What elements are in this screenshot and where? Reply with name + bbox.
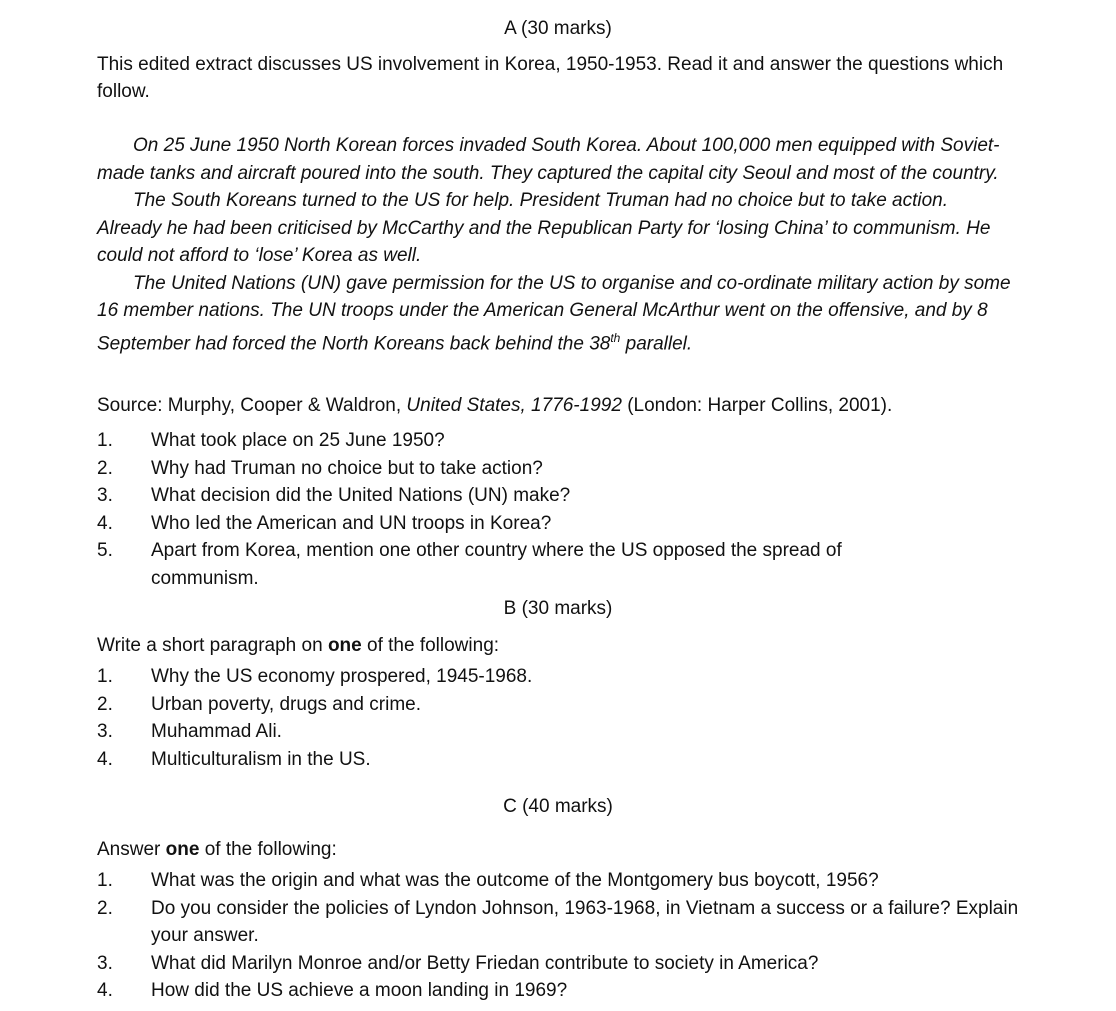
item-text: Who led the American and UN troops in Korea? — [151, 512, 552, 534]
item-text: Why the US economy prospered, 1945-1968. — [151, 666, 533, 687]
source-suffix: (London: Harper Collins, 2001). — [621, 395, 893, 416]
item-number: 2. — [97, 457, 113, 479]
list-item — [97, 691, 1037, 719]
source-citation — [97, 392, 1027, 419]
item-text: Multiculturalism in the US. — [151, 748, 371, 770]
item-number: 3. — [97, 485, 113, 506]
list-item — [97, 455, 1037, 483]
list-item — [97, 977, 1037, 1005]
item-text: Why had Truman no choice but to take action? — [151, 457, 543, 479]
section-c-intro — [97, 836, 1027, 863]
extract-paragraph-text: The United Nations (UN) gave permission for the US to organise and co-ordinate military action by some 16 member nations. The UN troops under the American General McArthur went on the offensive, and by 8 September had forced the North Koreans back behind the 38 — [97, 272, 1011, 354]
list-item — [97, 950, 1037, 978]
list-item — [97, 895, 1037, 950]
item-number: 1. — [97, 870, 113, 891]
item-number: 4. — [97, 512, 113, 534]
extract-paragraph: The South Koreans turned to the US for help. President Truman had no choice but to take action. Already he had been criticised by McCarthy and the Republican Party for ‘losing China’ to communism. He could not afford to ‘lose’ Korea as well. — [97, 190, 991, 266]
item-text: What decision did the United Nations (UN) make? — [151, 485, 571, 506]
intro-text: Answer — [97, 839, 166, 860]
list-item — [97, 537, 1037, 592]
item-text: What took place on 25 June 1950? — [151, 430, 445, 451]
item-number: 1. — [97, 430, 113, 451]
item-number: 2. — [97, 897, 113, 919]
item-text: How did the US achieve a moon landing in 1969? — [151, 980, 568, 1001]
item-text: Muhammad Ali. — [151, 721, 282, 742]
source-title: United States, 1776-1992 — [406, 395, 622, 416]
item-number: 4. — [97, 980, 113, 1001]
item-text: Apart from Korea, mention one other country where the US opposed the spread of communism. — [151, 540, 842, 589]
item-text: What was the origin and what was the outcome of the Montgomery bus boycott, 1956? — [151, 870, 879, 891]
extract-paragraph: On 25 June 1950 North Korean forces invaded South Korea. About 100,000 men equipped with Soviet-made tanks and aircraft poured into the south. They captured the capital city Seoul and most of the country. — [97, 135, 1000, 184]
list-item — [97, 482, 1037, 510]
section-b-intro — [97, 632, 1027, 659]
list-item — [97, 427, 1037, 455]
item-number: 2. — [97, 693, 113, 715]
section-c-heading: C (40 marks) — [503, 796, 613, 817]
intro-emphasis: one — [165, 839, 200, 860]
superscript-th: th — [610, 330, 621, 345]
item-number: 4. — [97, 748, 113, 770]
item-number: 1. — [97, 666, 113, 687]
section-a-questions — [97, 427, 1037, 592]
section-b-options — [97, 663, 1037, 773]
source-prefix: Source: Murphy, Cooper & Waldron, — [97, 395, 407, 416]
list-item — [97, 663, 1037, 691]
intro-text: Write a short paragraph on — [97, 635, 328, 656]
list-item — [97, 746, 1037, 774]
item-number: 5. — [97, 540, 113, 561]
section-b-heading: B (30 marks) — [503, 598, 613, 619]
item-number: 3. — [97, 721, 113, 742]
extract-paragraph — [97, 270, 1017, 358]
extract-paragraph-end: parallel. — [620, 332, 693, 354]
item-text: Do you consider the policies of Lyndon Johnson, 1963-1968, in Vietnam a success or a failure? Explain your answer. — [151, 897, 1019, 946]
list-item — [97, 867, 1037, 895]
section-a-heading: A (30 marks) — [504, 18, 612, 39]
intro-emphasis: one — [327, 635, 362, 656]
item-text: What did Marilyn Monroe and/or Betty Friedan contribute to society in America? — [151, 952, 819, 974]
intro-text: of the following: — [361, 635, 500, 656]
item-text: Urban poverty, drugs and crime. — [151, 693, 421, 715]
intro-text: of the following: — [199, 839, 337, 860]
korea-extract — [97, 132, 1017, 357]
section-c-options — [97, 867, 1037, 1005]
item-number: 3. — [97, 952, 113, 974]
list-item — [97, 718, 1037, 746]
section-a-intro: This edited extract discusses US involvement in Korea, 1950-1953. Read it and answer the questions which follow. — [97, 54, 1004, 102]
list-item — [97, 510, 1037, 538]
